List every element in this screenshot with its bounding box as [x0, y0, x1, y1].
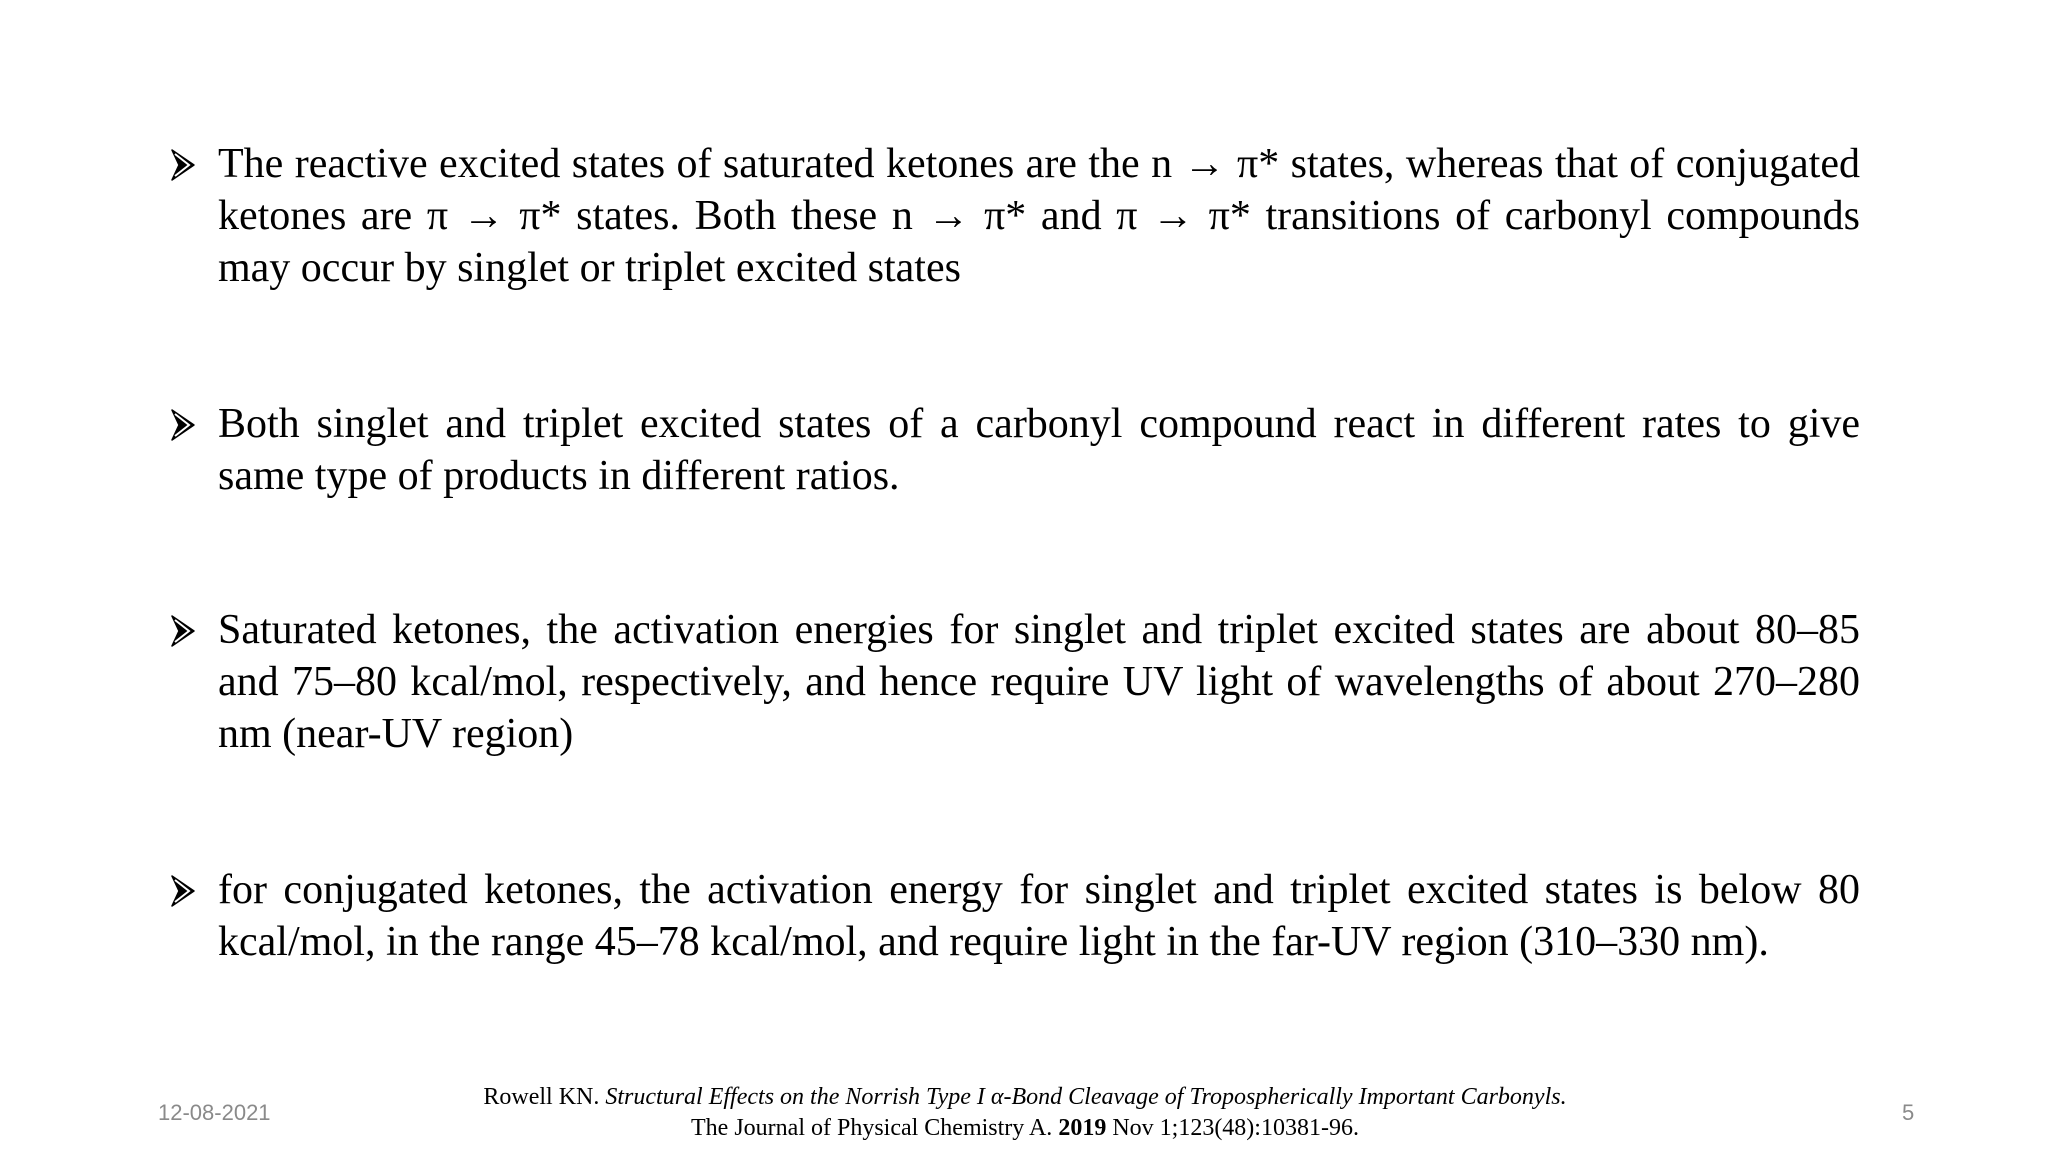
citation-title: Structural Effects on the Norrish Type I α-Bond Cleavage of Tropospherically Important Carbonyls.: [605, 1084, 1567, 1110]
citation: [300, 1082, 1750, 1144]
bullet-text: The reactive excited states of saturated ketones are the n → π* states, whereas that of conjugated ketones are π → π* states. Both these n → π* and π → π* transitions of carbonyl compounds may occur by singlet or triplet excited states: [218, 141, 1860, 291]
citation-line-2: [300, 1113, 1750, 1144]
citation-journal: The Journal of Physical Chemistry A.: [691, 1115, 1059, 1141]
arrowhead-bullet-icon: [170, 614, 196, 648]
arrowhead-bullet-icon: [170, 148, 196, 182]
arrowhead-bullet-icon: [170, 874, 196, 908]
citation-line-1: [300, 1082, 1750, 1113]
citation-author: Rowell KN.: [483, 1084, 606, 1110]
citation-year: 2019: [1058, 1115, 1107, 1141]
citation-details: Nov 1;123(48):10381-96.: [1106, 1115, 1359, 1141]
bullet-text: for conjugated ketones, the activation energy for singlet and triplet excited states is below 80 kcal/mol, in the range 45–78 kcal/mol, and require light in the far-UV region (310–330 nm).: [218, 867, 1860, 965]
footer-date: 12-08-2021: [158, 1100, 271, 1125]
page-number: 5: [1902, 1100, 1915, 1125]
bullet-text: Saturated ketones, the activation energies for singlet and triplet excited states are about 80–85 and 75–80 kcal/mol, respectively, and hence require UV light of wavelengths of about 270–280 nm (near-UV region): [218, 607, 1860, 757]
bullet-text: Both singlet and triplet excited states of a carbonyl compound react in different rates to give same type of products in different ratios.: [218, 401, 1860, 499]
arrowhead-bullet-icon: [170, 408, 196, 442]
